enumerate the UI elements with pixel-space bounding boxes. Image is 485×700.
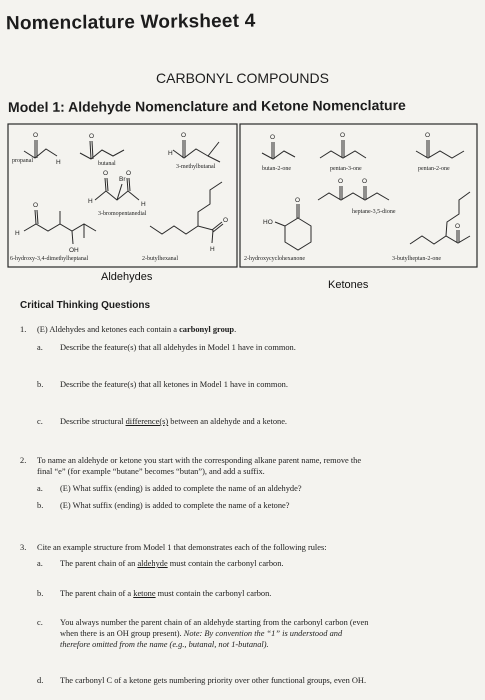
atom-h-hexanal: H bbox=[210, 246, 215, 253]
q1-text-bold: carbonyl group bbox=[179, 325, 235, 334]
atom-o-heptan-2-one: O bbox=[455, 223, 461, 230]
q3b-text: The parent chain of a ketone must contain the carbonyl carbon. bbox=[60, 589, 272, 598]
structure-6-hydroxy-3-4-dimethylheptanal bbox=[24, 210, 96, 244]
structure-2-hydroxycyclohexanone bbox=[275, 204, 311, 250]
label-3-bromopentanedial: 3-bromopentanedial bbox=[98, 211, 147, 217]
q3c-line3: therefore omitted from the name (e.g., butanal, not 1-butanal). bbox=[60, 640, 269, 649]
label-pentan-2-one: pentan-2-one bbox=[418, 166, 450, 172]
q3b-text-underline: ketone bbox=[133, 589, 156, 598]
q2b-text: (E) What suffix (ending) is added to complete the name of a ketone? bbox=[60, 501, 290, 510]
atom-o-3-methylbutanal: O bbox=[181, 132, 187, 139]
structure-2-butylhexanal bbox=[150, 182, 223, 243]
q3d-text: The carbonyl C of a ketone gets numbering priority over other functional groups, even OH. bbox=[60, 676, 367, 685]
q3-text: Cite an example structure from Model 1 that demonstrates each of the following rules: bbox=[37, 543, 327, 552]
q3-number: 3. bbox=[20, 543, 27, 552]
atom-br: Br bbox=[119, 176, 126, 183]
caption-ketones: Ketones bbox=[328, 279, 369, 291]
label-3-methylbutanal: 3-methylbutanal bbox=[176, 164, 216, 170]
label-heptane-3-5-dione: heptane-3,5-dione bbox=[352, 209, 396, 215]
q3a-text-underline: aldehyde bbox=[137, 559, 168, 568]
atom-h-heptanal: H bbox=[15, 230, 20, 237]
atom-h-propanal: H bbox=[56, 159, 61, 166]
section-subtitle: CARBONYL COMPOUNDS bbox=[156, 70, 329, 86]
page-title: Nomenclature Worksheet 4 bbox=[5, 10, 256, 35]
q1c-text-underline: difference(s) bbox=[125, 417, 169, 426]
structure-pentan-2-one bbox=[416, 140, 464, 158]
atom-o-pentanedial-2: O bbox=[126, 170, 132, 177]
label-2-hydroxycyclohexanone: 2-hydroxycyclohexanone bbox=[244, 256, 305, 262]
structure-butan-2-one bbox=[262, 142, 295, 159]
q3c-line2-italic: Note: By convention the “1” is understood and bbox=[183, 629, 343, 638]
atom-o-butan-2-one: O bbox=[270, 134, 276, 141]
label-propanal: propanal bbox=[12, 158, 33, 164]
q2-number: 2. bbox=[20, 456, 27, 465]
atom-o-hexanal: O bbox=[223, 217, 229, 224]
structure-3-methylbutanal bbox=[173, 140, 220, 162]
q1b-label: b. bbox=[37, 380, 44, 389]
q1b-text: Describe the feature(s) that all ketones in Model 1 have in common. bbox=[60, 380, 288, 389]
structure-3-butylheptan-2-one bbox=[410, 192, 470, 244]
q2-line2: final “e” (for example “butane” becomes “butan”), and add a suffix. bbox=[37, 467, 265, 476]
q1c-label: c. bbox=[37, 417, 43, 426]
atom-o-pentan-2-one: O bbox=[425, 132, 431, 139]
atom-o-butanal: O bbox=[89, 133, 95, 140]
q3c-line1: You always number the parent chain of an aldehyde starting from the carbonyl carbon (even bbox=[60, 618, 369, 627]
q3d-label: d. bbox=[37, 676, 44, 685]
atom-o-propanal: O bbox=[33, 132, 39, 139]
atom-o-pentanedial-1: O bbox=[103, 170, 109, 177]
model-structures-panel bbox=[0, 118, 485, 298]
label-3-butylheptan-2-one: 3-butylheptan-2-one bbox=[392, 256, 441, 262]
model-title: Model 1: Aldehyde Nomenclature and Ketone Nomenclature bbox=[7, 96, 406, 116]
questions-heading: Critical Thinking Questions bbox=[20, 300, 151, 311]
q1c-text: Describe structural difference(s) between an aldehyde and a ketone. bbox=[60, 417, 288, 426]
q2a-label: a. bbox=[37, 484, 43, 493]
atom-h-3-methylbutanal: H bbox=[168, 150, 173, 157]
caption-aldehydes: Aldehydes bbox=[101, 271, 153, 283]
q3a-label: a. bbox=[37, 559, 43, 568]
q2a-text: (E) What suffix (ending) is added to complete the name of an aldehyde? bbox=[60, 484, 302, 493]
structure-heptane-3-5-dione bbox=[318, 186, 389, 200]
atom-o-dione-2: O bbox=[362, 178, 368, 185]
q3a-text: The parent chain of an aldehyde must contain the carbonyl carbon. bbox=[60, 559, 284, 568]
structure-propanal bbox=[24, 140, 57, 158]
q2b-label: b. bbox=[37, 501, 44, 510]
label-butanal: butanal bbox=[98, 161, 116, 167]
q1a-text: Describe the feature(s) that all aldehydes in Model 1 have in common. bbox=[60, 343, 296, 352]
atom-o-cyclohexanone: O bbox=[295, 197, 301, 204]
label-6-hydroxy-3-4-dimethylheptanal: 6-hydroxy-3,4-dimethylheptanal bbox=[10, 256, 89, 262]
structure-butanal bbox=[80, 141, 124, 159]
q1-number: 1. bbox=[20, 325, 27, 334]
structure-3-bromopentanedial bbox=[95, 178, 139, 200]
atom-o-pentan-3-one: O bbox=[340, 132, 346, 139]
q2-line1: To name an aldehyde or ketone you start with the corresponding alkane parent name, remove the bbox=[37, 456, 362, 465]
q1a-label: a. bbox=[37, 343, 43, 352]
label-butan-2-one: butan-2-one bbox=[262, 166, 291, 172]
q3c-line2: when there is an OH group present). Note: By convention the “1” is understood and bbox=[60, 629, 343, 638]
atom-oh-heptanal: OH bbox=[69, 247, 79, 254]
atom-ho-cyclohexanone: HO bbox=[263, 219, 273, 226]
q1-text: (E) Aldehydes and ketones each contain a carbonyl group. bbox=[37, 325, 237, 334]
atom-h-pentanedial-2: H bbox=[141, 201, 146, 208]
q3c-label: c. bbox=[37, 618, 43, 627]
label-pentan-3-one: pentan-3-one bbox=[330, 166, 362, 172]
atom-o-heptanal: O bbox=[33, 202, 39, 209]
atom-o-dione-1: O bbox=[338, 178, 344, 185]
label-2-butylhexanal: 2-butylhexanal bbox=[142, 256, 178, 262]
ketone-panel-frame bbox=[240, 124, 477, 267]
atom-h-pentanedial-1: H bbox=[88, 198, 93, 205]
structure-pentan-3-one bbox=[320, 140, 366, 158]
q3b-label: b. bbox=[37, 589, 44, 598]
